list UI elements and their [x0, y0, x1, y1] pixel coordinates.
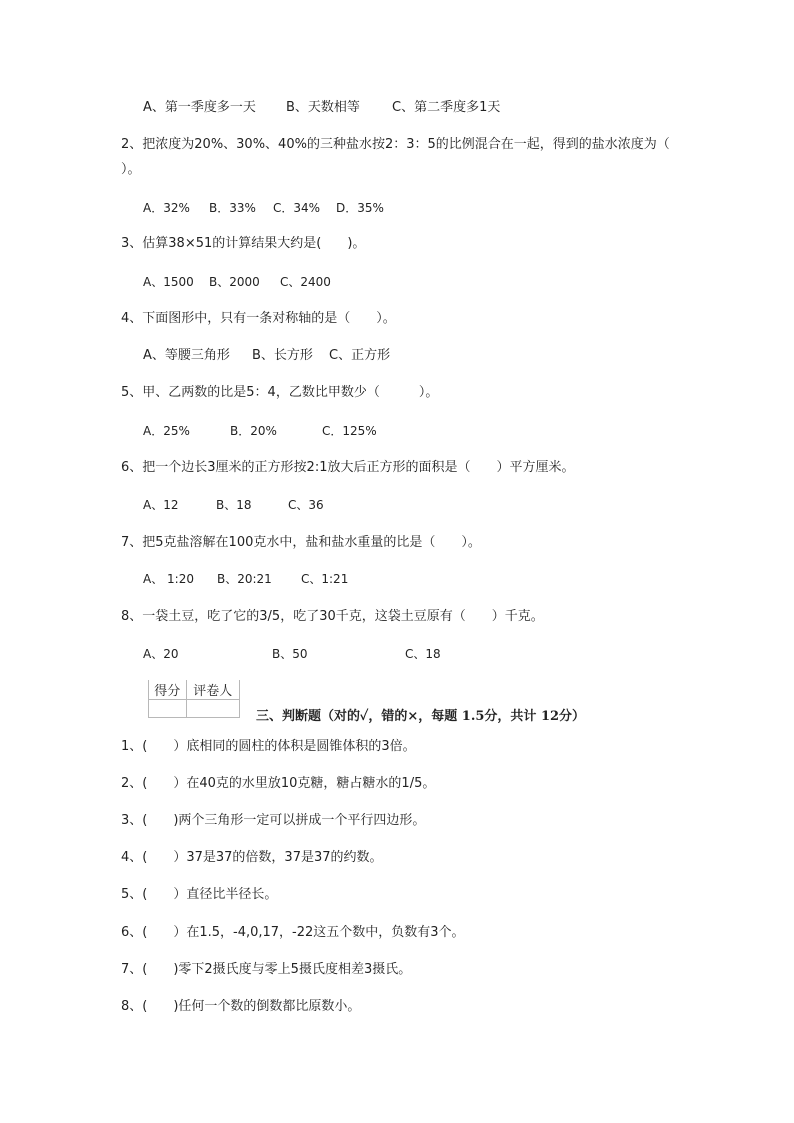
tf-item-3: 3、( )两个三角形一定可以拼成一个平行四边形。: [121, 813, 426, 828]
q8-option-c: C、18: [405, 647, 441, 661]
tf-item-4: 4、( ）37是37的倍数，37是37的约数。: [121, 850, 383, 865]
q4-stem: 4、下面图形中，只有一条对称轴的是（ ）。: [121, 311, 396, 326]
grader-label: 评卷人: [186, 680, 239, 700]
section3-title: 三、判断题（对的✓，错的×，每题 1.5分，共计 12分）: [256, 709, 586, 724]
tf-item-6: 6、( ）在1.5，-4,0,17，-22这五个数中，负数有3个。: [121, 925, 465, 940]
q7-stem: 7、把5克盐溶解在100克水中，盐和盐水重量的比是（ ）。: [121, 535, 481, 550]
tf-item-1: 1、( ）底相同的圆柱的体积是圆锥体积的3倍。: [121, 739, 416, 754]
q1-option-a: A、第一季度多一天: [143, 100, 256, 115]
q4-option-a: A、等腰三角形: [143, 348, 230, 363]
score-label: 得分: [149, 680, 187, 700]
q1-option-c: C、第二季度多1天: [392, 100, 501, 115]
q5-option-c: C．125%: [322, 424, 377, 438]
q3-stem: 3、估算38×51的计算结果大约是( )。: [121, 236, 366, 251]
q7-option-c: C、1:21: [301, 572, 349, 586]
q3-option-c: C、2400: [280, 275, 331, 289]
q8-option-b: B、50: [272, 647, 308, 661]
q4-option-b: B、长方形: [252, 348, 313, 363]
q2-option-b: B．33%: [209, 201, 256, 215]
q6-option-a: A、12: [143, 498, 179, 512]
q5-option-a: A．25%: [143, 424, 190, 438]
q8-stem: 8、一袋土豆，吃了它的3/5，吃了30千克，这袋土豆原有（ ）千克。: [121, 609, 544, 624]
score-cell[interactable]: [149, 700, 187, 718]
q2-option-a: A．32%: [143, 201, 190, 215]
q2-stem-line1: 2、把浓度为20%、30%、40%的三种盐水按2：3：5的比例混合在一起，得到的盐水浓度为（: [121, 137, 670, 152]
q5-stem: 5、甲、乙两数的比是5：4，乙数比甲数少（ ）。: [121, 385, 439, 400]
score-box: [148, 680, 240, 718]
q6-option-b: B、18: [216, 498, 252, 512]
q7-option-a: A、 1:20: [143, 572, 194, 586]
q6-option-c: C、36: [288, 498, 324, 512]
grader-cell[interactable]: [186, 700, 239, 718]
q2-option-d: D．35%: [336, 201, 384, 215]
q3-option-a: A、1500: [143, 275, 194, 289]
tf-item-7: 7、( )零下2摄氏度与零上5摄氏度相差3摄氏。: [121, 962, 412, 977]
q7-option-b: B、20:21: [217, 572, 272, 586]
q6-stem: 6、把一个边长3厘米的正方形按2:1放大后正方形的面积是（ ）平方厘米。: [121, 460, 575, 475]
tf-item-2: 2、( ）在40克的水里放10克糖，糖占糖水的1/5。: [121, 776, 436, 791]
q4-option-c: C、正方形: [329, 348, 391, 363]
q8-option-a: A、20: [143, 647, 179, 661]
tf-item-8: 8、( )任何一个数的倒数都比原数小。: [121, 999, 361, 1014]
q2-stem-line2: ）。: [121, 162, 141, 177]
q5-option-b: B．20%: [230, 424, 277, 438]
q1-option-b: B、天数相等: [286, 100, 360, 115]
tf-item-5: 5、( ）直径比半径长。: [121, 887, 278, 902]
q3-option-b: B、2000: [209, 275, 260, 289]
q2-option-c: C．34%: [273, 201, 321, 215]
